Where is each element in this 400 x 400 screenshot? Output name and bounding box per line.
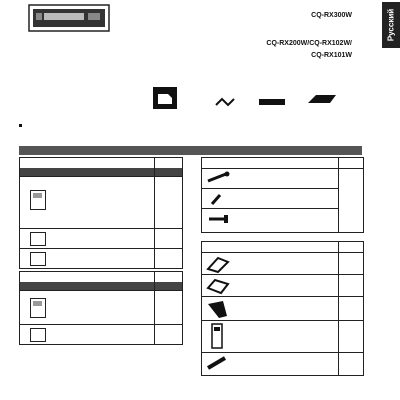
- accessories-table-3: [201, 157, 364, 233]
- bracket-icon: [205, 298, 231, 320]
- screw-icon: [206, 212, 230, 226]
- section-header: [19, 146, 362, 155]
- remote-control-icon: [209, 323, 225, 349]
- table-subheader: [20, 282, 182, 290]
- trim-plate-icon: [205, 276, 231, 296]
- header-line-2: CQ-RX300W: [311, 12, 352, 19]
- brand-logo-icon: [258, 97, 286, 107]
- brand-logo-icon: [214, 97, 238, 107]
- accessories-table-4: [201, 241, 364, 376]
- table-subheader: [20, 168, 182, 176]
- manual-icon: [30, 298, 46, 318]
- key-icon: [206, 192, 230, 206]
- car-stereo-icon: [28, 4, 110, 32]
- document-icon: [30, 232, 46, 246]
- cable-icon: [205, 354, 231, 372]
- language-tab: Русский: [382, 2, 400, 48]
- document-icon: [30, 252, 46, 266]
- footer-text: [201, 380, 362, 396]
- logo-3: [258, 94, 286, 104]
- header-line-4: CQ-RX200W/CQ-RX102W/: [266, 40, 352, 47]
- accessories-table-1: [19, 157, 183, 269]
- manual-icon: [30, 190, 46, 210]
- sd-logo-icon: [152, 86, 178, 110]
- accessories-table-2: [19, 271, 183, 345]
- header-line-5: CQ-RX101W: [311, 52, 352, 59]
- table-header: [20, 272, 182, 282]
- logo-4: [306, 92, 338, 106]
- mounting-collar-icon: [205, 254, 231, 274]
- mounting-bolt-icon: [206, 171, 230, 185]
- brand-logo-icon: [306, 92, 338, 106]
- notice-bullet: [19, 124, 22, 127]
- logo-2: [214, 94, 238, 104]
- notice-text: [24, 121, 359, 137]
- device-image: [28, 4, 110, 32]
- logo-sd: [152, 86, 178, 110]
- document-icon: [30, 328, 46, 342]
- table-header: [20, 158, 182, 168]
